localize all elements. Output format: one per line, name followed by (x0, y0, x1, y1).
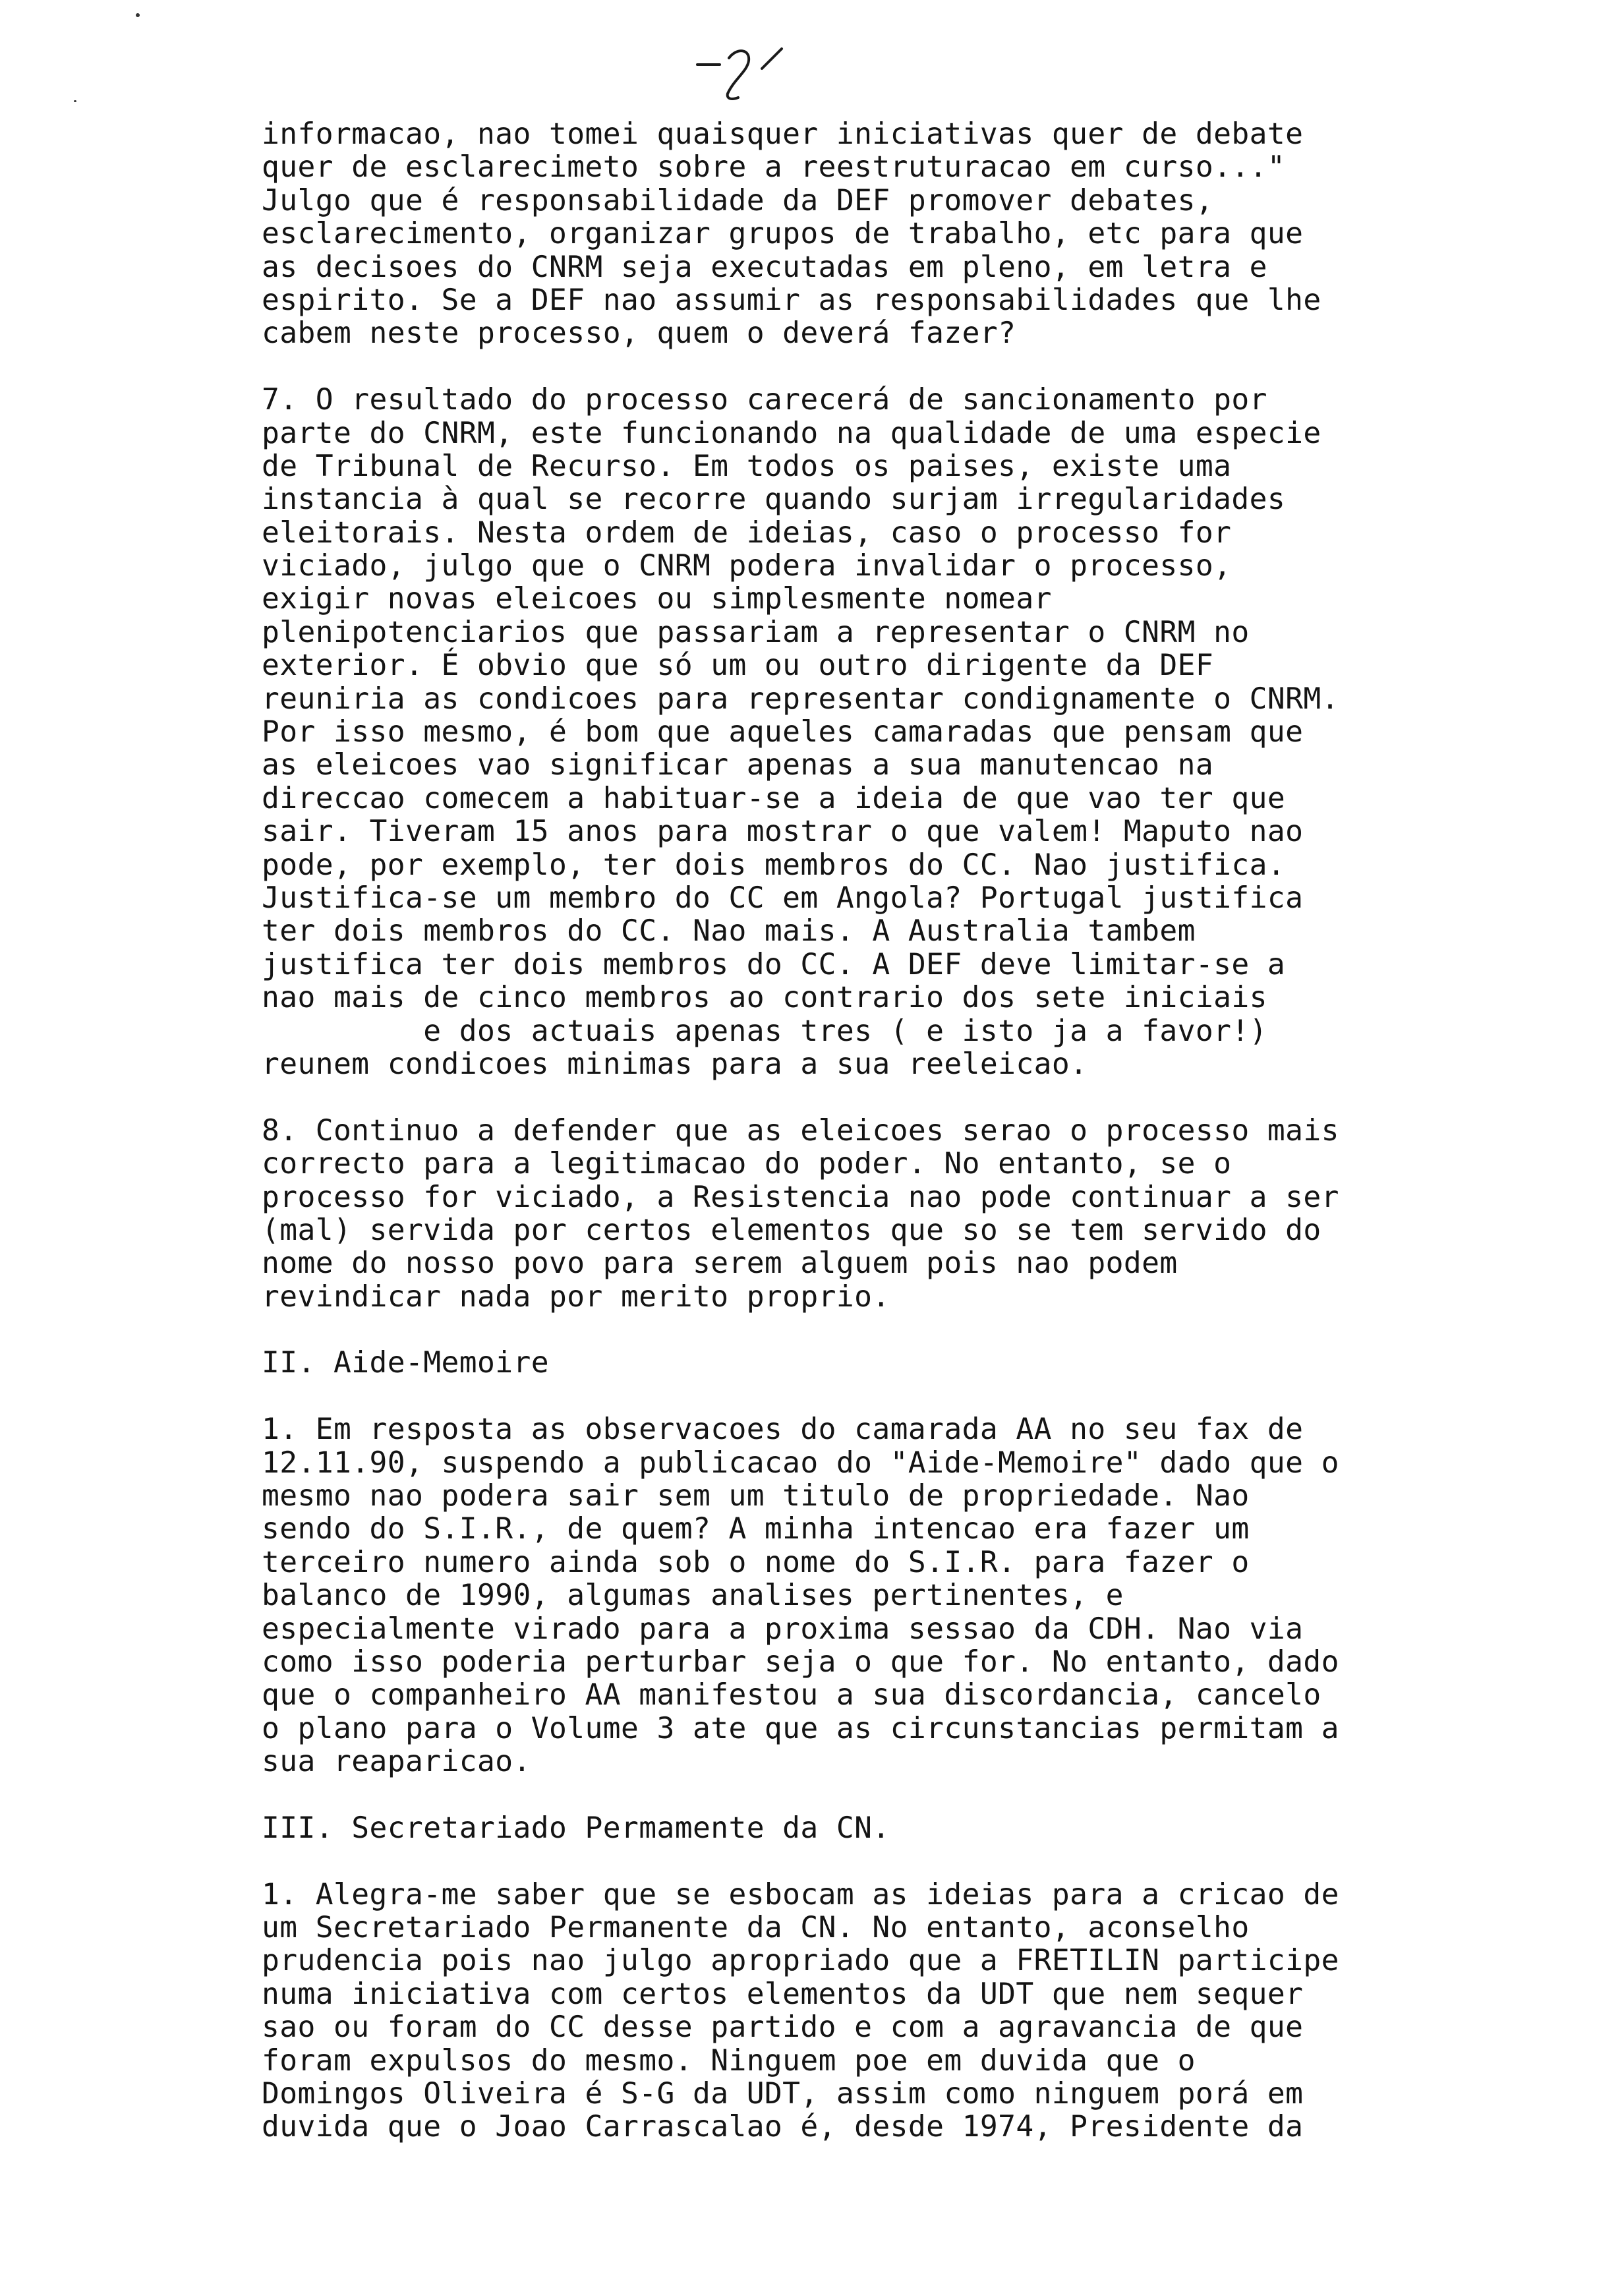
paragraph-gap (262, 1778, 1606, 1811)
text-line: exigir novas eleicoes ou simplesmente nomear (262, 581, 1052, 616)
text-line: numa iniciativa com certos elementos da UDT que nem sequer (262, 1976, 1304, 2011)
paragraph-gap (262, 1380, 1606, 1413)
text-line: foram expulsos do mesmo. Ninguem poe em duvida que o (262, 2043, 1196, 2078)
text-line: processo for viciado, a Resistencia nao pode continuar a ser (262, 1179, 1339, 1214)
text-line: cabem neste processo, quem o deverá fazer? (262, 316, 1016, 351)
text-line: Julgo que é responsabilidade da DEF promover debates, (262, 183, 1214, 218)
text-line: prudencia pois nao julgo apropriado que a FRETILIN participe (262, 1943, 1339, 1978)
text-line: 1. Em resposta as observacoes do camarada AA no seu fax de (262, 1412, 1304, 1447)
text-line: sair. Tiveram 15 anos para mostrar o que valem! Maputo nao (262, 814, 1304, 849)
text-line: de Tribunal de Recurso. Em todos os paises, existe uma (262, 448, 1232, 483)
text-line: como isso poderia perturbar seja o que for. No entanto, dado (262, 1644, 1339, 1679)
text-line: as decisoes do CNRM seja executadas em pleno, em letra e (262, 249, 1267, 284)
text-line: o plano para o Volume 3 ate que as circunstancias permitam a (262, 1710, 1339, 1745)
text-line: mesmo nao podera sair sem um titulo de propriedade. Nao (262, 1478, 1250, 1513)
text-line: esclarecimento, organizar grupos de trabalho, etc para que (262, 216, 1304, 251)
text-line: as eleicoes vao significar apenas a sua manutencao na (262, 747, 1214, 782)
text-line: III. Secretariado Permamente da CN. (262, 1810, 890, 1845)
text-line: sendo do S.I.R., de quem? A minha intencao era fazer um (262, 1511, 1250, 1546)
text-line: especialmente virado para a proxima sessao da CDH. Nao via (262, 1611, 1304, 1646)
handwritten-page-number (685, 38, 798, 117)
text-line: (mal) servida por certos elementos que so se tem servido do (262, 1212, 1321, 1247)
text-line: ter dois membros do CC. Nao mais. A Australia tambem (262, 914, 1196, 949)
text-line: sua reaparicao. (262, 1744, 531, 1779)
paragraph-gap (262, 1844, 1606, 1877)
text-line: instancia à qual se recorre quando surjam irregularidades (262, 482, 1286, 517)
text-line: correcto para a legitimacao do poder. No entanto, se o (262, 1146, 1232, 1181)
text-line: Justifica-se um membro do CC em Angola? Portugal justifica (262, 880, 1304, 915)
text-line: parte do CNRM, este funcionando na qualidade de uma especie (262, 415, 1321, 450)
scan-speck (136, 13, 140, 17)
text-line: 7. O resultado do processo carecerá de sancionamento por (262, 382, 1267, 417)
text-line: eleitorais. Nesta ordem de ideias, caso o processo for (262, 515, 1232, 550)
text-line: um Secretariado Permanente da CN. No entanto, aconselho (262, 1910, 1250, 1945)
text-line: exterior. É obvio que só um ou outro dirigente da DEF (262, 648, 1214, 683)
text-line: 1. Alegra-me saber que se esbocam as ideias para a cricao de (262, 1877, 1339, 1912)
text-line: Domingos Oliveira é S-G da UDT, assim como ninguem porá em (262, 2076, 1304, 2111)
text-line: terceiro numero ainda sob o nome do S.I.R. para fazer o (262, 1544, 1250, 1579)
paragraph-gap (262, 350, 1606, 383)
text-line: duvida que o Joao Carrascalao é, desde 1974, Presidente da (262, 2109, 1304, 2144)
text-line: que o companheiro AA manifestou a sua discordancia, cancelo (262, 1678, 1321, 1712)
text-line: Por isso mesmo, é bom que aqueles camaradas que pensam que (262, 715, 1304, 749)
text-line: direccao comecem a habituar-se a ideia de que vao ter que (262, 780, 1286, 815)
text-line: reunem condicoes minimas para a sua reeleicao. (262, 1046, 1088, 1081)
text-line: nao mais de cinco membros ao contrario dos sete iniciais (262, 980, 1267, 1015)
paragraph-gap (262, 1080, 1606, 1113)
text-line: II. Aide-Memoire (262, 1345, 549, 1380)
text-line: e dos actuais apenas tres ( e isto ja a favor!) (262, 1013, 1267, 1048)
text-line: reuniria as condicoes para representar condignamente o CNRM. (262, 681, 1339, 716)
text-line: espirito. Se a DEF nao assumir as responsabilidades que lhe (262, 282, 1321, 317)
text-line: balanco de 1990, algumas analises pertinentes, e (262, 1578, 1124, 1613)
text-line: plenipotenciarios que passariam a representar o CNRM no (262, 614, 1250, 649)
text-line: revindicar nada por merito proprio. (262, 1279, 890, 1314)
scan-speck (74, 100, 76, 102)
text-line: justifica ter dois membros do CC. A DEF deve limitar-se a (262, 947, 1286, 981)
text-line: viciado, julgo que o CNRM podera invalidar o processo, (262, 548, 1232, 583)
text-line: sao ou foram do CC desse partido e com a agravancia de que (262, 2010, 1304, 2045)
paragraph-gap (262, 1313, 1606, 1346)
text-line: nome do nosso povo para serem alguem pois nao podem (262, 1246, 1178, 1281)
document-text (262, 117, 1606, 2144)
text-line: informacao, nao tomei quaisquer iniciativas quer de debate (262, 117, 1304, 151)
text-line: 12.11.90, suspendo a publicacao do "Aide-Memoire" dado que o (262, 1445, 1339, 1480)
text-line: quer de esclarecimeto sobre a reestruturacao em curso..." (262, 150, 1286, 185)
text-line: 8. Continuo a defender que as eleicoes serao o processo mais (262, 1113, 1339, 1148)
text-line: pode, por exemplo, ter dois membros do CC. Nao justifica. (262, 847, 1286, 882)
